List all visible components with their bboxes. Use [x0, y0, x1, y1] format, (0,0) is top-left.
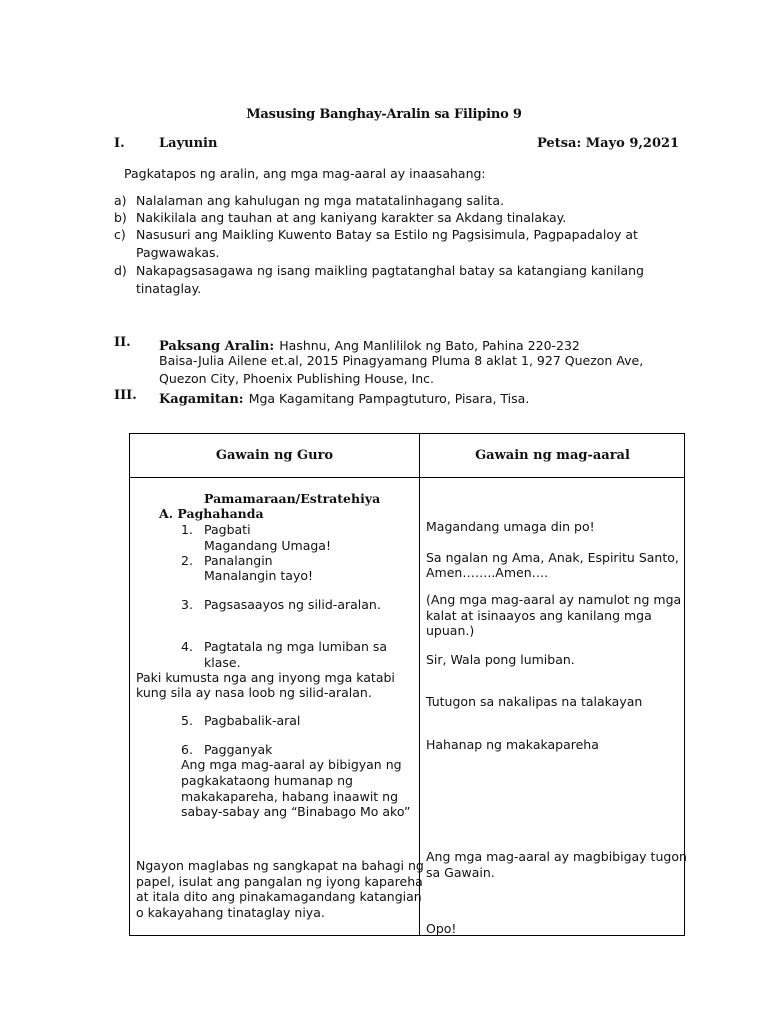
section-3-text: Mga Kagamitang Pampagtuturo, Pisara, Tisa. — [248, 391, 530, 406]
objective-b: Nakikilala ang tauhan at ang kaniyang karakter sa Akdang tinalakay. — [136, 210, 567, 225]
guro-instruction-line1: Paki kumusta nga ang inyong mga katabi — [136, 670, 395, 685]
step-5-number: 5. — [181, 713, 193, 728]
step-4-detail: klase. — [204, 655, 241, 670]
section-3-line — [159, 388, 529, 407]
step-4-number: 4. — [181, 639, 193, 654]
intro-text: Pagkatapos ng aralin, ang mga mag-aaral ay inaasahang: — [124, 166, 486, 181]
section-2-label: Paksang Aralin: — [159, 339, 275, 354]
objective-c-line2: Pagwawakas. — [136, 245, 220, 260]
guro-task-line4: o kakayahang tinataglay niya. — [136, 905, 325, 920]
student-response-8: Opo! — [426, 921, 457, 936]
guro-task-line3: at itala dito ang pinakamagandang katangian — [136, 889, 422, 904]
section-2-text: Hashnu, Ang Manlililok ng Bato, Pahina 220-232 — [279, 338, 580, 353]
objective-a: Nalalaman ang kahulugan ng mga matatalinhagang salita. — [136, 193, 504, 208]
section-2-line1 — [159, 335, 580, 354]
table-header-divider — [130, 477, 684, 478]
student-response-6: Hahanap ng makakapareha — [426, 737, 599, 752]
column-header-guro: Gawain ng Guro — [215, 448, 334, 463]
activity-table — [129, 433, 685, 936]
step-4-label: Pagtatala ng mga lumiban sa — [204, 639, 388, 654]
guro-task-line1: Ngayon maglabas ng sangkapat na bahagi ng — [136, 858, 424, 873]
student-response-3b: kalat at isinaayos ang kanilang mga — [426, 608, 652, 623]
student-response-7: Ang mga mag-aaral ay magbibigay tugon — [426, 849, 687, 864]
column-header-mag-aaral: Gawain ng mag-aaral — [475, 448, 630, 463]
step-2-label: Panalangin — [204, 553, 273, 568]
objective-letter-b: b) — [114, 210, 127, 225]
student-response-5: Tutugon sa nakalipas na talakayan — [426, 694, 643, 709]
objective-letter-c: c) — [114, 227, 126, 242]
section-2-line2: Baisa-Julia Ailene et.al, 2015 Pinagyamang Pluma 8 aklat 1, 927 Quezon Ave, — [159, 353, 644, 368]
step-1-detail: Magandang Umaga! — [204, 538, 331, 553]
objective-letter-d: d) — [114, 263, 127, 278]
step-2-detail: Manalangin tayo! — [204, 568, 314, 583]
objective-d-line2: tinataglay. — [136, 281, 202, 296]
section-1-number: I. — [114, 136, 125, 151]
step-6-text-line3: makakapareha, habang inaawit ng — [181, 789, 399, 804]
step-5-label: Pagbabalik-aral — [204, 713, 301, 728]
section-2-line3: Quezon City, Phoenix Publishing House, Inc. — [159, 371, 434, 386]
student-response-2: Sa ngalan ng Ama, Anak, Espiritu Santo, — [426, 550, 679, 565]
step-1-label: Pagbati — [204, 522, 251, 537]
student-response-3: (Ang mga mag-aaral ay namulot ng mga — [426, 592, 682, 607]
objective-letter-a: a) — [114, 193, 127, 208]
objective-d-line1: Nakapagsasagawa ng isang maikling pagtatanghal batay sa katangiang kanilang — [136, 263, 644, 278]
student-response-3c: upuan.) — [426, 623, 475, 638]
student-response-1: Magandang umaga din po! — [426, 519, 595, 534]
step-3-number: 3. — [181, 597, 193, 612]
section-2-number: II. — [114, 335, 131, 350]
guro-instruction-line2: kung sila ay nasa loob ng silid-aralan. — [136, 685, 372, 700]
section-3-number: III. — [114, 388, 137, 403]
student-response-7b: sa Gawain. — [426, 865, 495, 880]
section-1-label: Layunin — [159, 136, 218, 151]
step-6-number: 6. — [181, 742, 193, 757]
guro-subheading: A. Paghahanda — [159, 506, 264, 521]
step-2-number: 2. — [181, 553, 193, 568]
page-title: Masusing Banghay-Aralin sa Filipino 9 — [246, 107, 522, 122]
student-response-2b: Amen……..Amen…. — [426, 565, 549, 580]
date-label: Petsa: Mayo 9,2021 — [537, 136, 680, 151]
step-3-label: Pagsasaayos ng silid-aralan. — [204, 597, 381, 612]
step-1-number: 1. — [181, 522, 193, 537]
step-6-text-line1: Ang mga mag-aaral ay bibigyan ng — [181, 757, 402, 772]
student-response-4: Sir, Wala pong lumiban. — [426, 652, 575, 667]
section-3-label: Kagamitan: — [159, 392, 244, 407]
step-6-text-line2: pagkakataong humanap ng — [181, 773, 353, 788]
guro-heading: Pamamaraan/Estratehiya — [204, 491, 381, 506]
guro-task-line2: papel, isulat ang pangalan ng iyong kapareha — [136, 874, 423, 889]
step-6-text-line4: sabay-sabay ang “Binabago Mo ako” — [181, 804, 411, 819]
step-6-label: Pagganyak — [204, 742, 273, 757]
objective-c-line1: Nasusuri ang Maikling Kuwento Batay sa Estilo ng Pagsisimula, Pagpapadaloy at — [136, 227, 638, 242]
